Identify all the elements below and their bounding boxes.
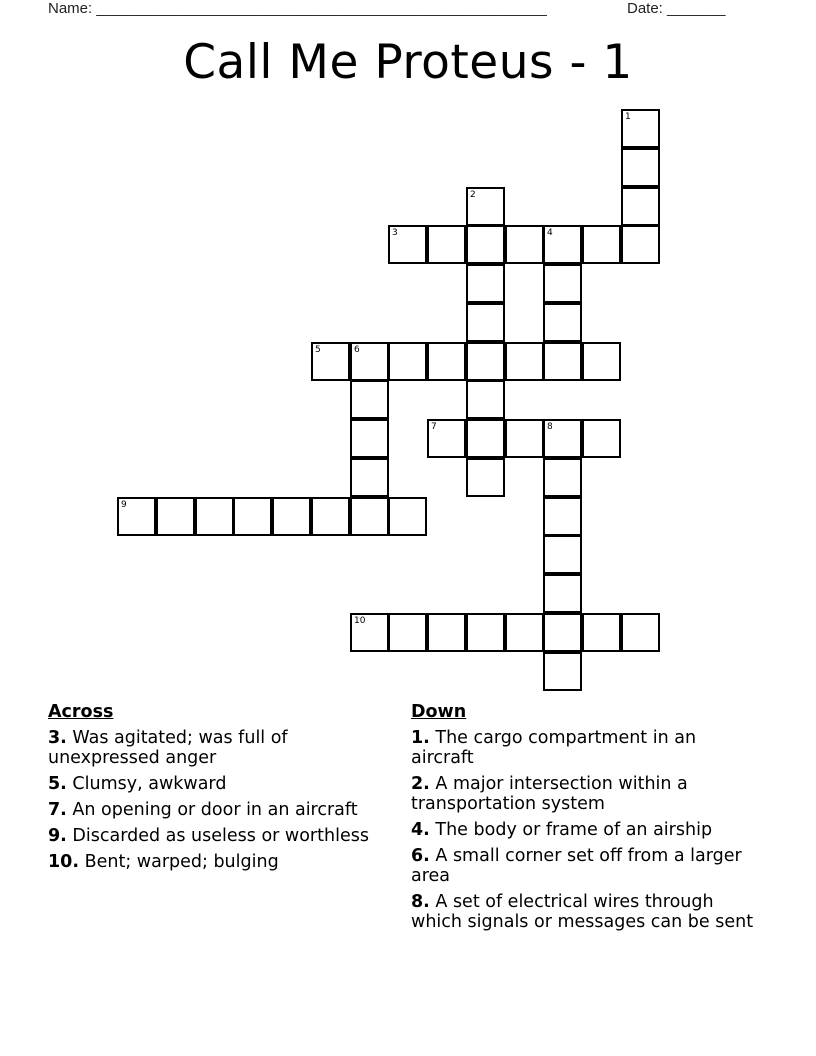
grid-cell[interactable]: [350, 458, 389, 497]
grid-cell[interactable]: [466, 225, 505, 264]
grid-cell[interactable]: [427, 225, 466, 264]
clue-item-text: The cargo compartment in an aircraft: [411, 728, 697, 768]
clue-item-text: Discarded as useless or worthless: [72, 826, 369, 846]
clue-item-number: 7.: [48, 800, 67, 820]
grid-cell[interactable]: [388, 342, 427, 381]
grid-cell[interactable]: [582, 225, 621, 264]
puzzle-title: Call Me Proteus - 1: [183, 35, 633, 90]
grid-cell[interactable]: [543, 574, 582, 613]
across-clue-list: [48, 728, 393, 872]
grid-cell[interactable]: [466, 380, 505, 419]
clue-item-number: 3.: [48, 728, 67, 748]
clue-item-text: Clumsy, awkward: [72, 774, 227, 794]
grid-cell[interactable]: [233, 497, 272, 536]
clue-item-text: An opening or door in an aircraft: [72, 800, 358, 820]
grid-cell[interactable]: [427, 419, 466, 458]
grid-cell[interactable]: [156, 497, 195, 536]
clue-item: [411, 820, 756, 840]
grid-cell[interactable]: [543, 419, 582, 458]
clue-number: 6: [354, 345, 360, 355]
grid-cell[interactable]: [427, 613, 466, 652]
clue-item: [411, 846, 756, 886]
grid-cell[interactable]: [543, 342, 582, 381]
grid-cell[interactable]: [388, 225, 427, 264]
clue-number: 10: [354, 616, 366, 626]
clue-item: [411, 774, 756, 814]
grid-cell[interactable]: [505, 342, 544, 381]
clue-item-number: 1.: [411, 728, 430, 748]
grid-cell[interactable]: [350, 342, 389, 381]
clue-number: 8: [547, 422, 553, 432]
clue-item-text: A small corner set off from a larger area: [411, 846, 742, 886]
grid-cell[interactable]: [543, 652, 582, 691]
across-clues: [48, 702, 393, 878]
clue-item-text: Was agitated; was full of unexpressed anger: [48, 728, 288, 768]
grid-cell[interactable]: [311, 342, 350, 381]
grid-cell[interactable]: [388, 613, 427, 652]
clue-item-text: The body or frame of an airship: [435, 820, 713, 840]
grid-cell[interactable]: [621, 109, 660, 148]
clue-number: 3: [392, 228, 398, 238]
grid-cell[interactable]: [466, 613, 505, 652]
clue-item-number: 4.: [411, 820, 430, 840]
clue-item-number: 5.: [48, 774, 67, 794]
grid-cell[interactable]: [272, 497, 311, 536]
grid-cell[interactable]: [543, 458, 582, 497]
clue-number: 2: [470, 190, 476, 200]
down-heading: Down: [411, 702, 467, 722]
grid-cell[interactable]: [466, 419, 505, 458]
grid-cell[interactable]: [350, 380, 389, 419]
grid-cell[interactable]: [505, 419, 544, 458]
clue-item-text: Bent; warped; bulging: [84, 852, 279, 872]
down-clue-list: [411, 728, 756, 932]
clue-item: [411, 892, 756, 932]
clue-item: [48, 826, 393, 846]
grid-cell[interactable]: [543, 303, 582, 342]
across-heading: Across: [48, 702, 114, 722]
clue-item-text: A major intersection within a transportation system: [411, 774, 688, 814]
grid-cell[interactable]: [543, 264, 582, 303]
clue-item: [48, 774, 393, 794]
grid-cell[interactable]: [543, 225, 582, 264]
grid-cell[interactable]: [466, 342, 505, 381]
clue-item-text: A set of electrical wires through which signals or messages can be sent: [411, 892, 754, 932]
grid-cell[interactable]: [621, 187, 660, 226]
grid-cell[interactable]: [427, 342, 466, 381]
clue-number: 7: [431, 422, 437, 432]
clue-item: [411, 728, 756, 768]
clue-number: 4: [547, 228, 553, 238]
clue-item: [48, 800, 393, 820]
grid-cell[interactable]: [543, 497, 582, 536]
clue-item-number: 10.: [48, 852, 80, 872]
grid-cell[interactable]: [582, 419, 621, 458]
grid-cell[interactable]: [582, 613, 621, 652]
grid-cell[interactable]: [466, 264, 505, 303]
name-field-label[interactable]: Name: ______________________________________________________: [48, 0, 547, 17]
clue-number: 9: [121, 500, 127, 510]
grid-cell[interactable]: [543, 613, 582, 652]
grid-cell[interactable]: [311, 497, 350, 536]
clue-item-number: 2.: [411, 774, 430, 794]
clue-number: 1: [625, 112, 631, 122]
grid-cell[interactable]: [466, 187, 505, 226]
grid-cell[interactable]: [466, 458, 505, 497]
grid-cell[interactable]: [350, 497, 389, 536]
grid-cell[interactable]: [388, 497, 427, 536]
grid-cell[interactable]: [195, 497, 234, 536]
grid-cell[interactable]: [621, 225, 660, 264]
clue-item-number: 8.: [411, 892, 430, 912]
clue-item-number: 6.: [411, 846, 430, 866]
grid-cell[interactable]: [505, 613, 544, 652]
date-field-label[interactable]: Date: _______: [627, 0, 726, 17]
grid-cell[interactable]: [621, 148, 660, 187]
clue-item: [48, 852, 393, 872]
grid-cell[interactable]: [505, 225, 544, 264]
grid-cell[interactable]: [582, 342, 621, 381]
down-clues: [411, 702, 756, 938]
clue-item: [48, 728, 393, 768]
grid-cell[interactable]: [621, 613, 660, 652]
grid-cell[interactable]: [350, 419, 389, 458]
clue-item-number: 9.: [48, 826, 67, 846]
grid-cell[interactable]: [350, 613, 389, 652]
grid-cell[interactable]: [543, 535, 582, 574]
grid-cell[interactable]: [117, 497, 156, 536]
clue-number: 5: [315, 345, 321, 355]
grid-cell[interactable]: [466, 303, 505, 342]
